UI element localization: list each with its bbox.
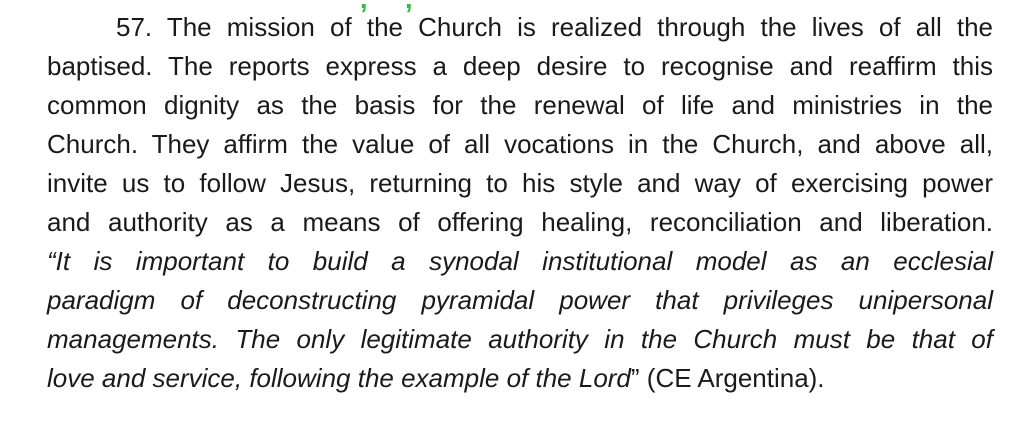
line-text: The mission of the Church is realized through the lives of all the [166,12,993,42]
paragraph-line-6: and authority as a means of offering healing, reconciliation and liberation. [47,207,993,237]
paragraph-line-4: Church. They affirm the value of all vocations in the Church, and above all, [47,129,993,159]
quote-line-1: “It is important to build a synodal institutional model as an ecclesial [47,246,993,276]
quote-attribution: ” (CE Argentina). [630,363,825,393]
quote-line-2: paradigm of deconstructing pyramidal power that privileges unipersonal [47,285,993,315]
quote-line-4 [47,359,993,398]
paragraph-line-2: baptised. The reports express a deep desire to recognise and reaffirm this [47,51,993,81]
paragraph-number: 57. [116,12,153,42]
document-paragraph-57 [47,8,993,398]
paragraph-line-1 [47,8,993,47]
quote-line-3: managements. The only legitimate authority in the Church must be that of [47,324,993,354]
quote-end-text: love and service, following the example of the Lord [47,363,631,393]
paragraph-line-3: common dignity as the basis for the renewal of life and ministries in the [47,90,993,120]
paragraph-line-5: invite us to follow Jesus, returning to his style and way of exercising power [47,168,993,198]
